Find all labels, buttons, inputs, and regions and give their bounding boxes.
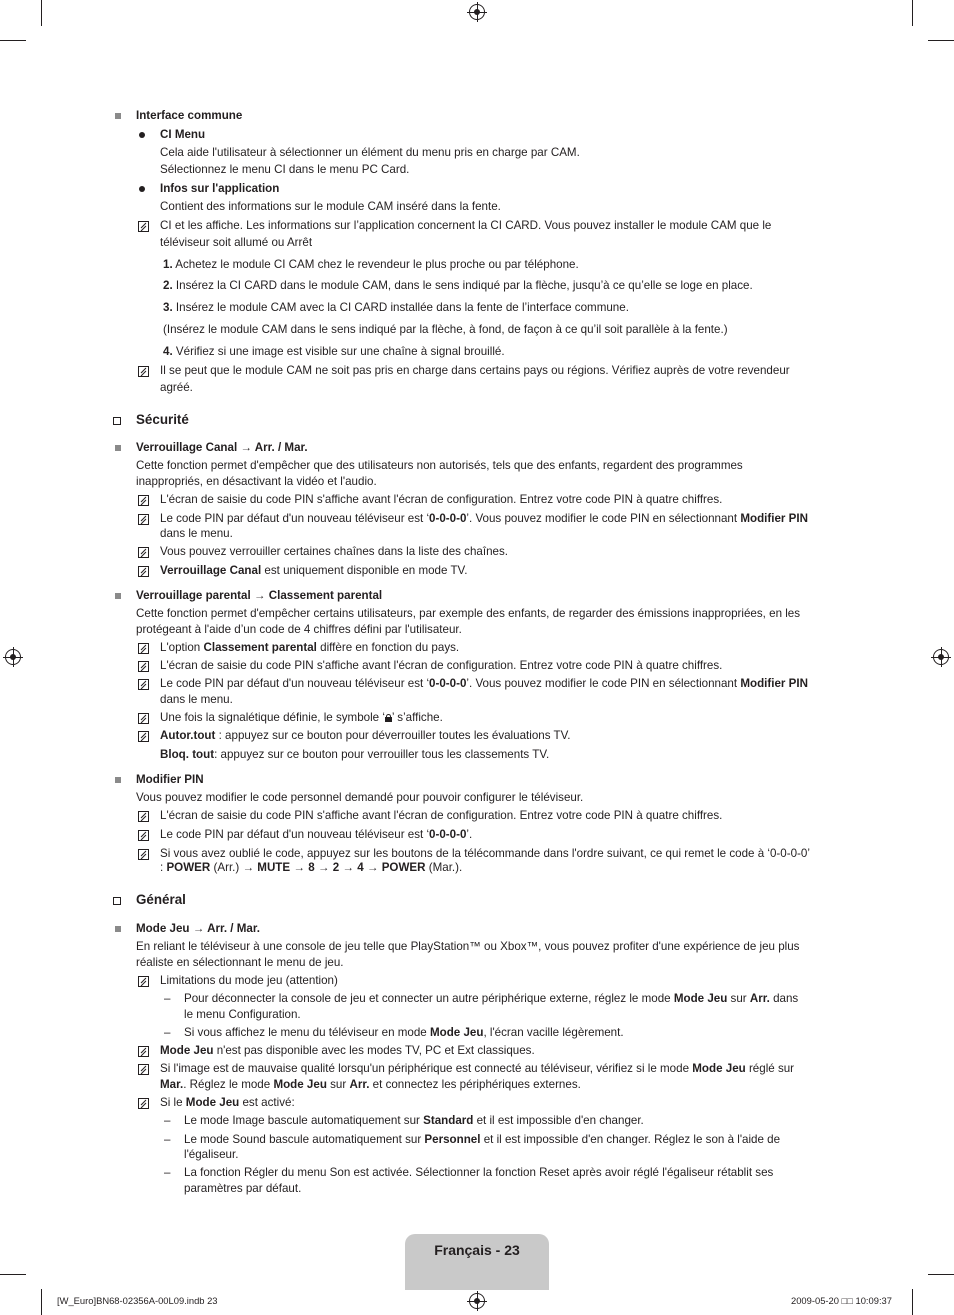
body-text: En reliant le téléviseur à une console de jeu telle que PlayStation™ ou Xbox™, vous pouvez profiter d'une expérience de jeu plus xyxy=(136,940,800,953)
note-icon xyxy=(138,366,149,377)
square-bullet-icon xyxy=(115,926,121,932)
note-icon xyxy=(138,661,149,672)
note-icon xyxy=(138,811,149,822)
note-text: téléviseur soit allumé ou Arrêt xyxy=(160,236,313,249)
dash-text: paramètres par défaut. xyxy=(184,1182,302,1195)
registration-mark-icon xyxy=(469,1293,485,1309)
note-icon xyxy=(138,566,149,577)
note-text: Le code PIN par défaut d'un nouveau téléviseur est ‘0-0-0-0’. Vous pouvez modifier le code PIN en sélectionnant Modifier PIN xyxy=(160,677,808,690)
note-icon xyxy=(138,495,149,506)
note-text: agréé. xyxy=(160,381,193,394)
parental-heading: Verrouillage parental → Classement parental xyxy=(136,589,383,602)
square-bullet-icon xyxy=(115,777,121,783)
note-text: Si le Mode Jeu est activé: xyxy=(160,1096,295,1109)
body-text: réaliste en sélectionnant le menu de jeu. xyxy=(136,956,344,969)
crop-mark xyxy=(912,1289,913,1315)
note-text: L'écran de saisie du code PIN s'affiche avant l'écran de configuration. Entrez votre code PIN à quatre chiffres. xyxy=(160,493,723,506)
infos-title: Infos sur l'application xyxy=(160,182,280,195)
note-icon xyxy=(138,830,149,841)
note-text: L'écran de saisie du code PIN s'affiche avant l'écran de configuration. Entrez votre code PIN à quatre chiffres. xyxy=(160,659,723,672)
step-item: 1. Achetez le module CI CAM chez le revendeur le plus proche ou par téléphone. xyxy=(163,258,579,271)
dash-bullet: – xyxy=(164,1114,171,1127)
infos-text: Contient des informations sur le module CAM inséré dans la fente. xyxy=(160,200,501,213)
note-text: L'écran de saisie du code PIN s'affiche avant l'écran de configuration. Entrez votre code PIN à quatre chiffres. xyxy=(160,809,723,822)
dash-text: La fonction Régler du menu Son est activée. Sélectionner la fonction Reset après avoir réglé l'égaliseur rétablit ses xyxy=(184,1166,774,1179)
ci-menu-text: Cela aide l'utilisateur à sélectionner un élément du menu pris en charge par CAM. xyxy=(160,146,580,159)
note-text: Autor.tout : appuyez sur ce bouton pour déverrouiller toutes les évaluations TV. xyxy=(160,729,571,742)
body-text: Vous pouvez modifier le code personnel demandé pour pouvoir configurer le téléviseur. xyxy=(136,791,584,804)
note-text: Mar.. Réglez le mode Mode Jeu sur Arr. et connectez les périphériques externes. xyxy=(160,1078,581,1091)
note-icon xyxy=(138,1064,149,1075)
note-text: Verrouillage Canal est uniquement disponible en mode TV. xyxy=(160,564,468,577)
note-text: : POWER (Arr.) → MUTE → 8 → 2 → 4 → POWER (Mar.). xyxy=(160,861,463,874)
dash-bullet: – xyxy=(164,1166,171,1179)
crop-mark xyxy=(41,0,42,26)
note-icon xyxy=(138,1098,149,1109)
note-icon xyxy=(138,976,149,987)
section-box-icon xyxy=(113,897,121,905)
crop-mark xyxy=(928,40,954,41)
note-text: dans le menu. xyxy=(160,527,233,540)
round-bullet-icon xyxy=(139,186,145,192)
crop-mark xyxy=(41,1289,42,1315)
dash-text: Si vous affichez le menu du téléviseur en mode Mode Jeu, l'écran vacille légèrement. xyxy=(184,1026,624,1039)
page-number: Français - 23 xyxy=(434,1242,520,1258)
canal-heading: Verrouillage Canal → Arr. / Mar. xyxy=(136,441,308,454)
dash-bullet: – xyxy=(164,1133,171,1146)
step-item: 4. Vérifiez si une image est visible sur une chaîne à signal brouillé. xyxy=(163,345,505,358)
dash-text: l'égaliseur. xyxy=(184,1148,239,1161)
body-text: Cette fonction permet d'empêcher certains utilisateurs, par exemple des enfants, de regarder des émissions inappropriées, en les xyxy=(136,607,801,620)
section-box-icon xyxy=(113,417,121,425)
note-text: Limitations du mode jeu (attention) xyxy=(160,974,338,987)
crop-mark xyxy=(0,1274,26,1275)
note-icon xyxy=(138,643,149,654)
note-text: CI et les affiche. Les informations sur l’application concernent la CI CARD. Vous pouvez installer le module CAM que le xyxy=(160,219,772,232)
note-text: Il se peut que le module CAM ne soit pas pris en charge dans certains pays ou régions. Vérifiez auprès de votre revendeur xyxy=(160,364,790,377)
note-text: Si vous avez oublié le code, appuyez sur les boutons de la télécommande dans l'ordre suivant, ce qui remet le code à ‘0-0-0-0’ xyxy=(160,847,810,860)
crop-mark xyxy=(912,0,913,26)
registration-mark-icon xyxy=(469,4,485,20)
pin-heading: Modifier PIN xyxy=(136,773,204,786)
body-text: Cette fonction permet d'empêcher que des utilisateurs non autorisés, tels que des enfants, regardent des programmes xyxy=(136,459,743,472)
step-item: 2. Insérez la CI CARD dans le module CAM, dans le sens indiqué par la flèche, jusqu’à ce qu’elle se loge en place. xyxy=(163,279,753,292)
dash-text: Le mode Sound bascule automatiquement sur Personnel et il est impossible d'en changer. Réglez le son à l'aide de xyxy=(184,1133,781,1146)
note-text: Vous pouvez verrouiller certaines chaînes dans la liste des chaînes. xyxy=(160,545,509,558)
lock-icon xyxy=(385,714,392,722)
note-icon xyxy=(138,547,149,558)
dash-text: Pour déconnecter la console de jeu et connecter un autre périphérique externe, réglez le mode Mode Jeu sur Arr. dans xyxy=(184,992,799,1005)
registration-mark-icon xyxy=(933,649,949,665)
note-text: Une fois la signalétique définie, le symbole ‘ ’ s’affiche. xyxy=(160,711,443,724)
note-icon xyxy=(138,514,149,525)
round-bullet-icon xyxy=(139,132,145,138)
note-text: Le code PIN par défaut d'un nouveau téléviseur est ‘0-0-0-0’. xyxy=(160,828,473,841)
page-number-tab xyxy=(405,1234,549,1290)
jeu-heading: Mode Jeu → Arr. / Mar. xyxy=(136,922,260,935)
step-item: 3. Insérez le module CAM avec la CI CARD installée dans la fente de l’interface commune. xyxy=(163,301,629,314)
note-icon xyxy=(138,221,149,232)
crop-mark xyxy=(928,1274,954,1275)
section-title-general: Général xyxy=(136,892,186,907)
registration-mark-icon xyxy=(5,649,21,665)
square-bullet-icon xyxy=(115,113,121,119)
interface-heading: Interface commune xyxy=(136,109,243,122)
ci-menu-title: CI Menu xyxy=(160,128,206,141)
square-bullet-icon xyxy=(115,445,121,451)
dash-bullet: – xyxy=(164,992,171,1005)
step-note: (Insérez le module CAM dans le sens indiqué par la flèche, à fond, de façon à ce qu’il soit parallèle à la fente.) xyxy=(163,323,728,336)
note-icon xyxy=(138,679,149,690)
print-timestamp: 2009-05-20 □□ 10:09:37 xyxy=(791,1295,892,1306)
note-icon xyxy=(138,731,149,742)
note-text: L'option Classement parental diffère en fonction du pays. xyxy=(160,641,460,654)
body-text: inappropriés, en désactivant la vidéo et l'audio. xyxy=(136,475,377,488)
note-icon xyxy=(138,849,149,860)
note-text: Bloq. tout: appuyez sur ce bouton pour verrouiller tous les classements TV. xyxy=(160,748,550,761)
note-icon xyxy=(138,1046,149,1057)
dash-bullet: – xyxy=(164,1026,171,1039)
note-text: Le code PIN par défaut d'un nouveau téléviseur est ‘0-0-0-0’. Vous pouvez modifier le code PIN en sélectionnant Modifier PIN xyxy=(160,512,808,525)
file-info: [W_Euro]BN68-02356A-00L09.indb 23 xyxy=(57,1295,218,1306)
note-text: Si l'image est de mauvaise qualité lorsqu'un périphérique est connecté au téléviseur, vérifiez si le mode Mode Jeu réglé sur xyxy=(160,1062,795,1075)
square-bullet-icon xyxy=(115,593,121,599)
note-text: dans le menu. xyxy=(160,693,233,706)
crop-mark xyxy=(0,40,26,41)
section-title-securite: Sécurité xyxy=(136,412,189,427)
dash-text: le menu Configuration. xyxy=(184,1008,301,1021)
note-text: Mode Jeu n'est pas disponible avec les modes TV, PC et Ext classiques. xyxy=(160,1044,535,1057)
note-icon xyxy=(138,713,149,724)
dash-text: Le mode Image bascule automatiquement sur Standard et il est impossible d'en changer. xyxy=(184,1114,644,1127)
ci-menu-text: Sélectionnez le menu CI dans le menu PC Card. xyxy=(160,163,410,176)
body-text: protégeant à l'aide d’un code de 4 chiffres défini par l'utilisateur. xyxy=(136,623,462,636)
